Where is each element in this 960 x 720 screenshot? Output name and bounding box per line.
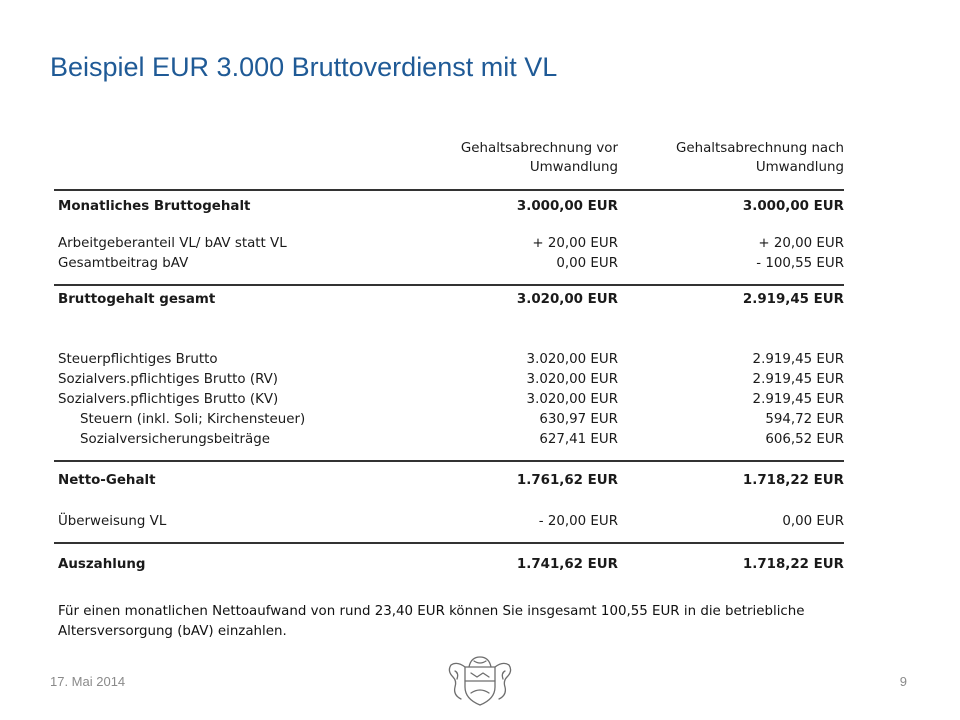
row-value-before: + 20,00 EUR xyxy=(532,236,618,251)
row-label: Überweisung VL xyxy=(58,514,167,529)
row-value-after: + 20,00 EUR xyxy=(758,236,844,251)
row-value-before: 3.020,00 EUR xyxy=(526,372,618,387)
row-value-after: 2.919,45 EUR xyxy=(752,392,844,407)
row-value-after: 0,00 EUR xyxy=(782,514,844,529)
row-label: Gesamtbeitrag bAV xyxy=(58,256,189,271)
slide-title: Beispiel EUR 3.000 Bruttoverdienst mit VL xyxy=(50,52,558,82)
table-row xyxy=(54,290,844,310)
table-divider xyxy=(54,542,844,544)
table-row xyxy=(54,430,844,450)
row-label: Sozialvers.pflichtiges Brutto (KV) xyxy=(58,392,279,407)
col-header-before-line2: Umwandlung xyxy=(529,160,618,175)
coat-of-arms-icon xyxy=(443,653,517,709)
row-value-before: 630,97 EUR xyxy=(539,412,618,427)
col-header-after-line2: Umwandlung xyxy=(755,160,844,175)
table-divider xyxy=(54,284,844,286)
col-header-after-line1: Gehaltsabrechnung nach xyxy=(675,141,844,156)
table-row xyxy=(54,512,844,532)
row-label: Arbeitgeberanteil VL/ bAV statt VL xyxy=(58,236,287,251)
table-header xyxy=(54,134,844,186)
row-value-after: 3.000,00 EUR xyxy=(742,199,844,214)
summary-note-line2: Altersversorgung (bAV) einzahlen. xyxy=(58,624,287,639)
row-value-after: 594,72 EUR xyxy=(765,412,844,427)
row-label: Sozialvers.pflichtiges Brutto (RV) xyxy=(58,372,279,387)
row-label: Auszahlung xyxy=(58,557,146,572)
row-value-after: 606,52 EUR xyxy=(765,432,844,447)
table-divider xyxy=(54,189,844,191)
table-row xyxy=(54,234,844,254)
table-row xyxy=(54,254,844,274)
table-row xyxy=(54,370,844,390)
row-value-before: 627,41 EUR xyxy=(539,432,618,447)
table-row xyxy=(54,410,844,430)
row-label: Monatliches Bruttogehalt xyxy=(58,199,251,214)
table-row xyxy=(54,555,844,575)
page-number: 9 xyxy=(899,674,907,689)
table-divider xyxy=(54,460,844,462)
row-value-before: 1.761,62 EUR xyxy=(516,473,618,488)
salary-comparison-table xyxy=(54,134,844,575)
row-value-after: - 100,55 EUR xyxy=(756,256,844,271)
row-value-before: 3.020,00 EUR xyxy=(526,352,618,367)
row-value-after: 1.718,22 EUR xyxy=(742,557,844,572)
table-row xyxy=(54,350,844,370)
table-row xyxy=(54,471,844,491)
row-value-after: 2.919,45 EUR xyxy=(742,292,844,307)
col-header-before-line1: Gehaltsabrechnung vor xyxy=(460,141,618,156)
row-label: Steuerpflichtiges Brutto xyxy=(58,352,218,367)
row-value-after: 1.718,22 EUR xyxy=(742,473,844,488)
row-value-before: 3.020,00 EUR xyxy=(516,292,618,307)
footer-date: 17. Mai 2014 xyxy=(50,674,126,689)
col-header-before xyxy=(461,139,618,177)
col-header-after xyxy=(676,139,844,177)
row-label: Bruttogehalt gesamt xyxy=(58,292,216,307)
row-value-before: 3.020,00 EUR xyxy=(526,392,618,407)
summary-note xyxy=(58,602,878,642)
row-value-before: 0,00 EUR xyxy=(556,256,618,271)
row-label: Netto-Gehalt xyxy=(58,473,156,488)
row-value-before: - 20,00 EUR xyxy=(538,514,618,529)
row-value-after: 2.919,45 EUR xyxy=(752,352,844,367)
row-value-after: 2.919,45 EUR xyxy=(752,372,844,387)
summary-note-line1: Für einen monatlichen Nettoaufwand von rund 23,40 EUR können Sie insgesamt 100,55 EUR in die betriebliche xyxy=(58,604,805,619)
row-label: Steuern (inkl. Soli; Kirchensteuer) xyxy=(80,412,306,427)
row-label: Sozialversicherungsbeiträge xyxy=(80,432,270,447)
row-value-before: 3.000,00 EUR xyxy=(516,199,618,214)
row-value-before: 1.741,62 EUR xyxy=(516,557,618,572)
table-row xyxy=(54,197,844,217)
table-row xyxy=(54,390,844,410)
